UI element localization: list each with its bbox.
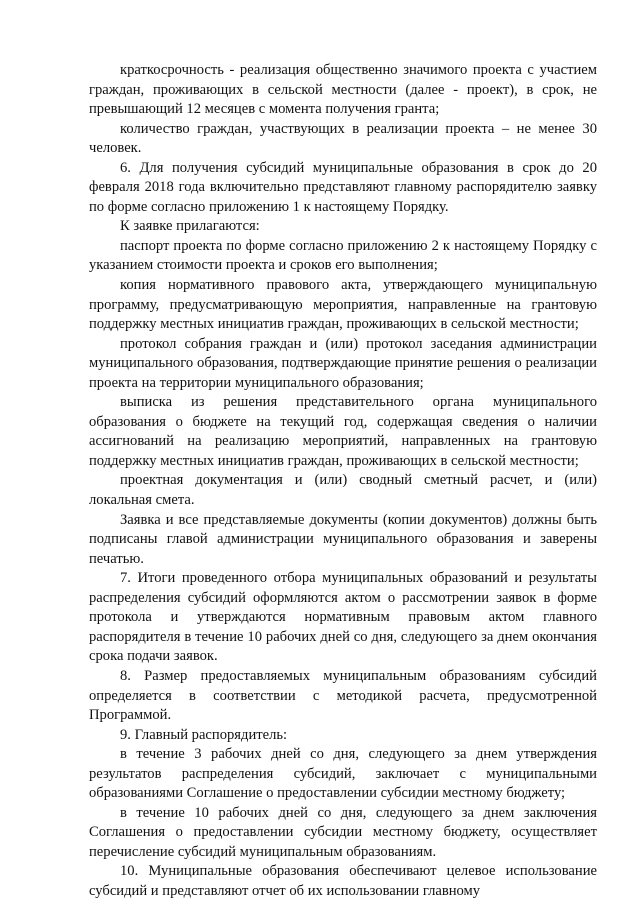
paragraph-project-documentation: проектная документация и (или) сводный сметный расчет, и (или) локальная смета. — [89, 472, 597, 509]
document-page — [89, 61, 597, 902]
paragraph-item-6: 6. Для получения субсидий муниципальные образования в срок до 20 февраля 2018 года включительно представляют главному распорядителю заявку по форме согласно приложению 1 к настоящему Порядку. — [89, 159, 597, 215]
paragraph-item-9: 9. Главный распорядитель: — [120, 726, 288, 743]
paragraph-shortness: краткосрочность - реализация общественно значимого проекта с участием граждан, проживающих в сельской местности (далее - проект), в срок, не превышающий 12 месяцев с момента получения гранта; — [89, 62, 597, 118]
paragraph-item-7: 7. Итоги проведенного отбора муниципальных образований и результаты распределения субсидий оформляются актом о рассмотрении заявок в форме протокола и утверждаются нормативным правовым актом главного распорядителя в течение 10 рабочих дней со дня, следующего за днем окончания срока подачи заявок. — [89, 570, 597, 665]
paragraph-participants-count: количество граждан, участвующих в реализации проекта – не менее 30 человек. — [89, 120, 597, 157]
paragraph-meeting-protocol: протокол собрания граждан и (или) протокол заседания администрации муниципального образования, подтверждающие принятие решения о реализации проекта на территории муниципального образования; — [89, 335, 597, 391]
paragraph-application-signing: Заявка и все представляемые документы (копии документов) должны быть подписаны главой администрации муниципального образования и заверены печатью. — [89, 511, 597, 567]
paragraph-attachments-intro: К заявке прилагаются: — [120, 218, 260, 235]
paragraph-project-passport: паспорт проекта по форме согласно приложению 2 к настоящему Порядку с указанием стоимости проекта и сроков его выполнения; — [89, 237, 597, 274]
paragraph-legal-act-copy: копия нормативного правового акта, утверждающего муниципальную программу, предусматривающую мероприятия, направленные на грантовую поддержку местных инициатив граждан, проживающих в сельской местности; — [89, 277, 597, 333]
paragraph-agreement-conclusion: в течение 3 рабочих дней со дня, следующего за днем утверждения результатов распределения субсидий, заключает с муниципальными образованиями Соглашение о предоставлении субсидии местному бюджету; — [89, 746, 597, 802]
paragraph-item-8: 8. Размер предоставляемых муниципальным образованиям субсидий определяется в соответствии с методикой расчета, предусмотренной Программой. — [89, 667, 597, 724]
paragraph-item-10: 10. Муниципальные образования обеспечивают целевое использование субсидий и представляют отчет об их использовании главному — [89, 863, 597, 899]
paragraph-subsidy-transfer: в течение 10 рабочих дней со дня, следующего за днем заключения Соглашения о предоставлении субсидии местному бюджету, осуществляет перечисление субсидий муниципальным образованиям. — [89, 804, 597, 860]
paragraph-budget-extract: выписка из решения представительного органа муниципального образования о бюджете на текущий год, содержащая сведения о наличии ассигнований на реализацию мероприятий, направленных на грантовую поддержку местных инициатив граждан, проживающих в сельской местности; — [89, 394, 597, 469]
